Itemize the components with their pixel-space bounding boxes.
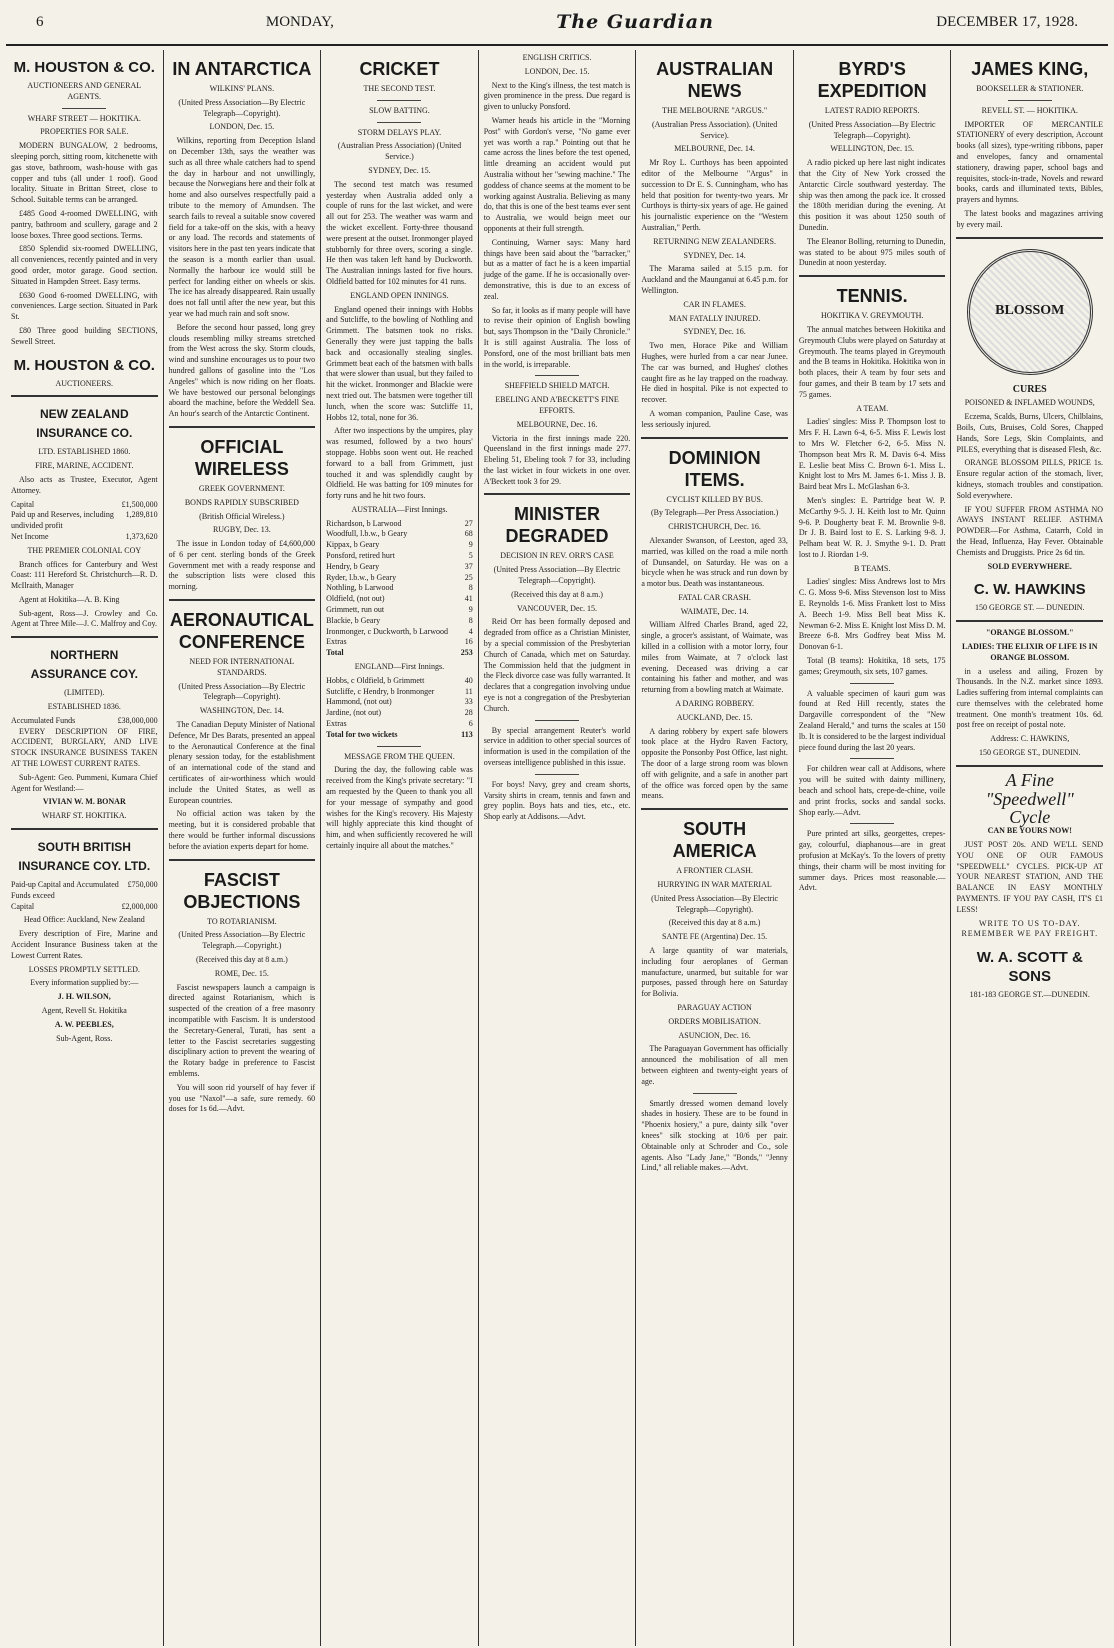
headline: CRICKET xyxy=(359,59,440,79)
dateline: ASUNCION, Dec. 16. xyxy=(678,1030,751,1040)
column-7 xyxy=(951,50,1108,1646)
source-line: (United Press Association—By Electric Telegraph—Copyright). xyxy=(808,119,936,140)
script-heading: Cycle xyxy=(1009,807,1051,828)
dateline: SYDNEY, Dec. 15. xyxy=(368,165,431,175)
subheading: ESTABLISHED 1836. xyxy=(47,702,121,712)
dateline: VANCOUVER, Dec. 15. xyxy=(516,603,598,613)
agent-name: Address: C. HAWKINS, xyxy=(990,734,1070,744)
article-text: The issue in London today of £4,600,000 of 6 per cent. sterling bonds of the Greek Government met with a ready response and the subscription lists were closed this morning. xyxy=(168,539,316,592)
day: MONDAY, xyxy=(265,13,334,30)
dateline: RUGBY, Dec. 13. xyxy=(212,525,271,535)
kicker: SLOW BATTING. xyxy=(369,105,430,115)
advert-text: ORANGE BLOSSOM PILLS, PRICE 1s. Ensure regular action of the stomach, liver, kidneys, stomach troubles and constipation. Sold everywhere. xyxy=(956,458,1104,500)
headline: JAMES KING, xyxy=(971,59,1089,79)
score-row: Oldfield, (not out) 41 xyxy=(326,594,473,604)
headline: IN ANTARCTICA xyxy=(172,59,312,79)
received-line: (Received this day at 8 a.m.) xyxy=(511,589,603,599)
article-text: A radio picked up here last night indicates that the City of New York crossed the Antarctic Circle southward yesterday. The ship was then among the pack ice. It crossed the 180th meridian during the evening. At this position it was about 1250 south of Dunedin. xyxy=(798,158,946,232)
score-row: Jardine, (not out) 28 xyxy=(326,708,473,718)
article-text: Wilkins, reporting from Deception Island on December 13th, says the weather was such as all three whale catchers had to spend the day in harbour and not unwillingly, because the Norwegians here and their folk at home and also ourselves respectfully paid a tribute to the memory of Amundsen. The search fails to reveal a suitable snow covered field for a take-off on the skis, with a heavy or any load. The records and statements of visitors here in the past ten years indicate that the season is a month earlier than usual. Normally the harbour ice would still be perfect for landing either on wheels or skis. The ice has already disappeared. Rain usually does not fall until after the new year, but this year we had much rain and soft snow. xyxy=(168,136,316,318)
kicker: PARAGUAY ACTION xyxy=(677,1003,752,1012)
article-text: Victoria in the first innings made 220. Queensland in the first innings made 277. Ebeling 51, Ebeling took 7 for 33, including the last wicket in four wickets in one over. A'Beckett took 3 for 29. xyxy=(483,433,631,486)
headline: M. HOUSTON & CO. xyxy=(13,356,155,374)
ad-text: MODERN BUNGALOW, 2 bedrooms, sleeping porch, sitting room, kitchenette with gas stove, bathroom, wash-house with gas copper and tubs (all under 1 roof). Good locality. Situate in Brittan Street, close to School. Suitable terms can be arranged. xyxy=(11,141,158,205)
kicker: ENGLAND—First Innings. xyxy=(354,662,445,672)
article-text: Two men, Horace Pike and William Hughes, were hurled from a car near Junee. The car was burned, and Hughes' clothes caught fire as he lay trapped on the roadway. He died in hospital. Pike is not expected to recover. xyxy=(641,341,788,405)
subheading: CAN BE YOURS NOW! xyxy=(987,826,1072,836)
article-text: A large quantity of war materials, including four aeroplanes of German manufacture, unarmed, but suitable for war purposes, passed through here on Saturday for Bolivia. xyxy=(641,946,788,999)
kicker: B TEAMS. xyxy=(854,563,891,573)
subheading: SOLD EVERYWHERE. xyxy=(987,561,1072,571)
article-text: The Marama sailed at 5.15 p.m. for Auckland and the Maunganui at 6.45 p.m. for Wellington. xyxy=(641,264,788,295)
article-text: England opened their innings with Hobbs and Sutcliffe, to the bowling of Nothling and Grimmett. The batsmen took no risks. Generally they were just tapping the balls back and occasionally stealing singles. Grimmett beat each of the batsmen with balls that were slower than usual, but they failed to hit the wicket. Ironmonger and Blackie were next tried out. The batsmen were together till lunch, when the score was: Sutcliffe 11, Hobbs 12, total, none for 36. xyxy=(326,304,473,422)
advert-text: Pure printed art silks, georgettes, crepes-gay, colourful, diaphanous—are in great profusion at McKay's. To the lovers of pretty things, their charm will be most inviting for summer days. Prices most reasonable.—Advt. xyxy=(798,829,946,893)
address: REVELL ST. — HOKITIKA. xyxy=(981,105,1078,115)
ad-text: £630 Good 6-roomed DWELLING, with conveniences. Large section. Situated in Park St. xyxy=(11,290,158,322)
stat-row: Paid up and Reserves, including undivided profit 1,289,810 xyxy=(11,510,158,531)
article-text: Reid Orr has been formally deposed and degraded from office as a Christian Minister, by a special commission of the Presbyterian Church of Canada, which met on Saturday. The Commission held that the judgment in the Fleck divorce case was fully warranted. It declares that a congregation involving undue eye is not a congregation of the Presbyterian Church. xyxy=(483,617,631,713)
article-text: So far, it looks as if many people will have to revise their opinion of English bowling but, says Thompson in the "Daily Chronicle." It is still against Australia. The loss of Ponsford, one of the most brilliant bats men in the world, is irreparable. xyxy=(483,305,631,369)
body-text: Agent at Hokitika—A. B. King xyxy=(19,594,120,604)
date: DECEMBER 17, 1928. xyxy=(936,13,1078,30)
article-text: Ladies' singles: Miss Andrews lost to Mrs C. G. Moss 9-6. Miss Stevenson lost to Miss E. Reynolds 1-6. Miss Frankett lost to Miss A. Beech 1-9. Miss Bell beat Miss K. Newman 6-2. Miss E. Knight lost Miss D. M. Breeze 6-8. Mrs Godfrey beat Miss M. Donovan 6-1. xyxy=(798,577,946,652)
headline: DOMINION ITEMS. xyxy=(668,447,761,490)
article-text: Warner heads his article in the "Morning Post" with Gordon's verse, "No game ever yet was worth a rap." Pointing out that he came across the lines before the test opened, little dreaming an accident would put Australia without her "sewing machine." The goddess of chance seems at the moment to be working against Australia. Believing as many do, that this is one of the best teams ever sent to Australia, we would beign meet our opponents at their full strength. xyxy=(483,115,631,233)
subheading: LOSSES PROMPTLY SETTLED. xyxy=(28,964,140,974)
headline: MINISTER DEGRADED xyxy=(505,504,609,547)
kicker: AUSTRALIA—First Innings. xyxy=(351,504,448,514)
dateline: MELBOURNE, Dec. 14. xyxy=(674,144,755,154)
advert-text: Eczema, Scalds, Burns, Ulcers, Chilblains, Boils, Cuts, Bruises, Cold Sores, Chapped Hands, Sore Legs, Skin Complaints, and PILES, everything that is diseased Flesh, &c. xyxy=(956,412,1104,454)
ad-text: £485 Good 4-roomed DWELLING, with pantry, bathroom and scullery, garage and 2 loose boxes. Three good sections. Terms. xyxy=(11,208,158,240)
article-text: Alexander Swanson, of Leeston, aged 33, married, was killed on the road a mile north of Dunsandel, on Saturday. He was on a bicycle when he was struck and run down by a motor bus. Death was instantaneous. xyxy=(641,535,788,589)
column-4 xyxy=(479,50,637,1646)
column-2 xyxy=(164,50,322,1646)
source-line: (By Telegraph—Per Press Association.) xyxy=(650,508,779,518)
article-text: A daring robbery by expert safe blowers took place at the Hydro Raven Factory, opposite the Ponsonby Post Office, last night. The door of a large strong room was blown off with gelignite, and a safe in another part of the office was forced open by the same means. xyxy=(641,726,788,801)
agent-name: J. H. WILSON, xyxy=(57,992,111,1002)
dateline: MELBOURNE, Dec. 16. xyxy=(516,419,598,429)
headline: AUSTRALIAN NEWS xyxy=(656,59,774,101)
source-line: (United Press Association—By Electric Telegraph—Copyright). xyxy=(493,565,621,586)
kicker: A TEAM. xyxy=(856,403,889,413)
kicker: A DARING ROBBERY. xyxy=(675,699,754,709)
subheading: BOOKSELLER & STATIONER. xyxy=(976,84,1084,93)
blossom-seal: BLOSSOM xyxy=(967,249,1093,375)
advert-text: Smartly dressed women demand lovely shades in hosiery. These are to be found in "Phoenix hosiery," a pure, dainty silk "over knees" silk stocking at 10/6 per pair. Obtainable only at Schroder and Co., sole agents. Also "Lady Jane," "Bonds," "Jenny Lind," all reliable makes.—Advt. xyxy=(641,1098,788,1173)
column-5 xyxy=(636,50,794,1646)
kicker: STORM DELAYS PLAY. xyxy=(357,127,442,137)
article-text: No official action was taken by the meeting, but it is considered probable that there would be further informal discussions before the aviation experts depart for home. xyxy=(168,809,316,851)
article-text: After two inspections by the umpires, play was resumed, followed by a two hours' stoppage. Hobbs soon went out. He reached forward to a ball from Grimmett, just touched it and was splendidly caught by Oldfield. He was batting for 109 minutes for forty runs and he hit two fours. xyxy=(326,426,473,501)
kicker: MESSAGE FROM THE QUEEN. xyxy=(344,751,455,761)
stat-row: Capital £1,500,000 xyxy=(11,499,158,509)
address: WHARF ST. HOKITIKA. xyxy=(41,811,127,821)
headline: BYRD'S EXPEDITION xyxy=(817,59,927,101)
score-row: Ironmonger, c Duckworth, b Larwood 4 xyxy=(326,626,473,636)
kicker: MAN FATALLY INJURED. xyxy=(668,313,761,323)
stat-row: Paid-up Capital and Accumulated Funds exceed £750,000 xyxy=(11,880,158,900)
kicker: ENGLAND OPEN INNINGS. xyxy=(350,290,449,300)
script-heading: "Speedwell" xyxy=(985,788,1074,809)
article-text: Total (B teams): Hokitika, 18 sets, 175 games; Greymouth, six sets, 107 games. xyxy=(798,656,946,676)
kicker: HURRYING IN WAR MATERIAL xyxy=(657,880,772,890)
source-line: (United Press Association—By Electric Telegraph—Copyright). xyxy=(178,97,306,118)
subheading: POISONED & INFLAMED WOUNDS, xyxy=(964,398,1095,408)
score-row: Kippax, b Geary 9 xyxy=(326,540,473,550)
score-row: Extras 6 xyxy=(326,719,473,729)
address: 150 GEORGE ST. — DUNEDIN. xyxy=(974,603,1085,613)
subheading: PROPERTIES FOR SALE. xyxy=(40,127,129,137)
score-row: Ponsford, retired hurt 5 xyxy=(326,551,473,561)
subheading: AUCTIONEERS. xyxy=(55,378,114,388)
dateline: SYDNEY, Dec. 16. xyxy=(683,327,746,337)
subheading: WRITE TO US TO-DAY. REMEMBER WE PAY FREIGHT. xyxy=(961,918,1099,939)
dateline: ROME, Dec. 15. xyxy=(214,968,269,978)
paper-title: The Guardian xyxy=(556,11,714,33)
score-row: Grimmett, run out 9 xyxy=(326,605,473,615)
advert-text: For children wear call at Addisons, where you will be suited with dainty millinery, beach and school hats, crepe-de-chine, voile and print frocks, socks and sandal socks. Shop early.—Advt. xyxy=(798,764,946,817)
score-total: Total for two wickets 113 xyxy=(326,729,473,739)
advert-text: IF YOU SUFFER FROM ASTHMA NO AWAYS INSTANT RELIEF. ASTHMA POWDER—For Asthma, Catarrh, Cold in the Head, Influenza, Hay Fever. Obtainable Chemists and Druggists. Price 2s 6d tin. xyxy=(956,504,1104,557)
dateline: LONDON, Dec. 15. xyxy=(524,66,590,76)
score-row: Blackie, b Geary 8 xyxy=(326,615,473,625)
subheading: THE PREMIER COLONIAL COY xyxy=(27,545,142,555)
address: WHARF STREET — HOKITIKA. xyxy=(27,113,141,123)
score-row: Hendry, b Geary 37 xyxy=(326,561,473,571)
dateline: WELLINGTON, Dec. 15. xyxy=(830,144,914,154)
dateline: SANTE FE (Argentina) Dec. 15. xyxy=(662,932,768,942)
article-text: The Canadian Deputy Minister of National Defence, Mr Des Barats, presented an appeal to the Aeronautical Conference at the final plenary session today, for the establishment of an international code of the stand and certificates of air-worthiness which would include the United States, as well as European countries. xyxy=(168,720,316,805)
kicker: SHEFFIELD SHIELD MATCH. xyxy=(504,381,610,391)
address: Sub-Agent, Ross. xyxy=(56,1033,113,1043)
kicker: ORDERS MOBILISATION. xyxy=(668,1016,761,1026)
article-text: Men's singles: E. Partridge beat W. P. McCarthy 9-5. J. H. Keith lost to Mr. Quinn 9-6. P. Dougherty beat F. M. Brownlie 9-8. Dr J. B. Baird lost to E. S. Larking 9-8. J. Pelham beat W. R. J. Smythe 9-1. D. Pratt lost to J. Riordan 1-9. xyxy=(798,495,946,559)
article-text: The annual matches between Hokitika and Greymouth Clubs were played on Saturday at Greymouth. The teams played in Greymouth and the B teams in Hokitika. Hokitika won in both places, their A team by four sets and four games, and their B team by 17 sets and 75 games. xyxy=(798,324,946,399)
kicker: EBELING AND A'BECKETT'S FINE EFFORTS. xyxy=(495,395,619,415)
ad-text: £850 Splendid six-roomed DWELLING, all conveniences, recently painted and in very good order, motor garage. Good section. Situated in Hampden Street. Easy terms. xyxy=(11,244,158,286)
columns xyxy=(6,50,1108,1646)
score-row: Extras 16 xyxy=(326,637,473,647)
received-line: (Received this day at 8 a.m.) xyxy=(668,918,761,928)
body-text: Branch offices for Canterbury and West Coast: 111 Hereford St. Christchurch—R. D. McIlraith, Manager xyxy=(11,559,158,591)
ad-text: £80 Three good building SECTIONS, Sewell Street. xyxy=(11,325,158,346)
subheading: LTD. ESTABLISHED 1860. xyxy=(38,447,131,457)
article-text: The Eleanor Bolling, returning to Dunedin, was stated to be about 975 miles south of Dunedin at noon yesterday. xyxy=(798,236,946,268)
kicker: RETURNING NEW ZEALANDERS. xyxy=(653,236,776,246)
body-text: Every description of Fire, Marine and Accident Insurance Business taken at the Lowest Current Rates. xyxy=(11,929,158,960)
article-text: A valuable specimen of kauri gum was found at Red Hill recently, states the Dargaville correspondent of the "New Zealand Herald," and turns the scales at 150 lb. It is considered to be the largest individual piece found during the last 20 years. xyxy=(798,688,946,752)
source-line: (United Press Association—By Electric Telegraph.—Copyright.) xyxy=(178,930,306,951)
headline: SOUTH AMERICA xyxy=(672,819,757,862)
address: Agent, Revell St. Hokitika xyxy=(41,1006,127,1016)
article-text: The Paraguayan Government has officially announced the mobilisation of all men between eighteen and twenty-eight years of age. xyxy=(641,1044,788,1086)
dateline: SYDNEY, Dec. 14. xyxy=(683,250,746,260)
headline: NORTHERN ASSURANCE COY. xyxy=(30,648,138,682)
source-line: (British Official Wireless.) xyxy=(199,511,285,521)
subheading: FIRE, MARINE, ACCIDENT. xyxy=(35,461,134,471)
headline: SOUTH BRITISH INSURANCE COY. LTD. xyxy=(18,840,151,874)
address: 150 GEORGE ST., DUNEDIN. xyxy=(978,748,1081,758)
subheading: (LIMITED). xyxy=(64,688,105,698)
headline: C. W. HAWKINS xyxy=(973,581,1086,599)
article-text: William Alfred Charles Brand, aged 22, single, a grocer's assistant, of Waimate, was killed in a collision with a motor lorry, four miles from Waimate, at 7 o'clock last evening. Deceased was driving a car containing his father and mother, and was returning from a bowling match at Waimate. xyxy=(641,620,788,695)
dateline: WAIMATE, Dec. 14. xyxy=(680,606,749,616)
stat-row: Net Income 1,373,620 xyxy=(11,531,158,541)
script-heading: A Fine xyxy=(1005,769,1054,790)
headline: NEW ZEALAND INSURANCE CO. xyxy=(36,407,133,441)
article-text: During the day, the following cable was received from the King's private secretary: "I am requested by the Queen to thank you all for your message of sympathy and good wishes for the King's recovery. His Majesty will highly appreciate this kind thought of him, and when sufficiently recovered he will certainly inquire all about the matches." xyxy=(326,765,473,850)
kicker: THE MELBOURNE "ARGUS." xyxy=(662,106,768,115)
advert-text: For boys! Navy, grey and cream shorts, Varsity shirts in cream, tennis and fawn and grey poplin. Boys hats and ties, etc., etc. Shop early at Addisons.—Advt. xyxy=(483,779,631,822)
subheading: "ORANGE BLOSSOM." xyxy=(985,628,1074,638)
subheading: Every information supplied by:— xyxy=(30,978,139,988)
article-text: Next to the King's illness, the test match is given prominence in the press. Due regard is given to unlucky Ponsford. xyxy=(483,80,631,112)
body-text: Sub-agent, Ross—J. Crowley and Co. Agent at Three Mile—J. C. Malfroy and Coy. xyxy=(11,608,158,629)
article-text: A woman companion, Pauline Case, was less seriously injured. xyxy=(641,408,788,429)
body-text: EVERY DESCRIPTION OF FIRE, ACCIDENT, BURGLARY, AND LIVE STOCK INSURANCE BUSINESS TAKEN AT THE LOWEST CURRENT RATES. xyxy=(11,726,158,769)
column-6 xyxy=(794,50,952,1646)
score-row: Woodfull, l.b.w., b Geary 68 xyxy=(326,529,473,539)
headline: FASCIST OBJECTIONS xyxy=(183,869,301,912)
score-row: Nothling, b Larwood 8 xyxy=(326,583,473,593)
dateline: AUCKLAND, Dec. 15. xyxy=(676,712,753,722)
article-text: The second test match was resumed yesterday when Australia added only a couple of runs for the last wicket, and were all out for 253. The weather was warm and the wicket excellent. Forty-three thousand were present at the outset. Ironmonger played stubbornly for three overs, scoring a single. He then was taken left hand by Duckworth. The Australian innings lasted for five hours. Oldfield batted for 102 minutes for 41 runs. xyxy=(326,179,473,286)
advert-text: in a useless and ailing, Frozen by Thousands. In the N.Z. market since 1893. Ladies suffering from internal complaints can cure themselves with the celebrated home treatment. One month's treatment 10s. 6d. post free on receipt of postal note. xyxy=(956,666,1104,730)
received-line: (Received this day at 8 a.m.) xyxy=(195,955,288,965)
score-row: Hobbs, c Oldfield, b Grimmett 40 xyxy=(326,675,473,685)
column-3 xyxy=(321,50,479,1646)
subheading: Head Office: Auckland, New Zealand xyxy=(23,915,145,925)
source-line: (Australian Press Association) (United Service.) xyxy=(337,141,462,162)
scorecard-australia xyxy=(326,519,473,659)
score-row: Richardson, b Larwood 27 xyxy=(326,518,473,528)
agent-name: VIVIAN W. M. BONAR xyxy=(42,797,126,807)
headline: OFFICIAL WIRELESS xyxy=(194,436,289,479)
masthead xyxy=(6,0,1108,46)
kicker: ENGLISH CRITICS. xyxy=(522,53,592,62)
advert-text: IMPORTER OF MERCANTILE STATIONERY of every description, Account books (all sizes), type-writing ribbons, paper and envelopes, fancy and ornamental stationery, drawing paper, school bags and requisites, stock-in-trade, Novels and reward books, cards and illuminated texts, Bibles, prayers and hymns. xyxy=(956,119,1104,205)
score-row: Sutcliffe, c Hendry, b Ironmonger 11 xyxy=(326,686,473,696)
dateline: LONDON, Dec. 15. xyxy=(209,122,275,132)
score-total: Total 253 xyxy=(326,648,473,658)
dateline: CHRISTCHURCH, Dec. 16. xyxy=(668,522,761,532)
article-text: Before the second hour passed, long grey clouds resembling milky streams stretched from the West across the sky. Storm clouds, wind and sunshine encourages us to pour two hundred gallons of gasoline into the "Los Angeles" which is now riding on her floats. We have bestowed our personal belongings aboard the machine, before the Weddell Sea. An hour's search of the Antarctic Continent. xyxy=(168,322,316,419)
kicker: GREEK GOVERNMENT. xyxy=(198,483,285,493)
score-row: Ryder, l.b.w., b Geary 25 xyxy=(326,572,473,582)
address: 181-183 GEORGE ST.—DUNEDIN. xyxy=(969,990,1090,1000)
scorecard-england xyxy=(326,676,473,741)
kicker: DECISION IN REV. ORR'S CASE xyxy=(500,551,614,561)
advert-text: JUST POST 20s. AND WE'LL SEND YOU ONE OF OUR FAMOUS "SPEEDWELL" CYCLES. PICK-UP AT YOUR NEAREST STATION, AND THE BALANCE IN EASY MONTHLY PAYMENTS. IF YOU PAY CASH, IT'S £1 LESS! xyxy=(956,840,1104,914)
advert-text: The latest books and magazines arriving by every mail. xyxy=(956,208,1104,229)
headline: M. HOUSTON & CO. xyxy=(13,59,155,76)
subheading: CURES xyxy=(1012,383,1047,395)
dateline: WASHINGTON, Dec. 14. xyxy=(199,706,284,716)
source-line: (Australian Press Association). (United Service). xyxy=(651,119,778,140)
kicker: FATAL CAR CRASH. xyxy=(678,592,751,602)
page-number: 6 xyxy=(36,13,44,30)
stat-row: Accumulated Funds £38,000,000 xyxy=(11,715,158,725)
source-line: (United Press Association—By Electric Telegraph—Copyright). xyxy=(651,893,779,914)
article-text: Mr Roy L. Curthoys has been appointed editor of the Melbourne "Argus" in succession to Dr E. S. Cunningham, who has held that position for twenty-two years. Mr Curthoys is thirty-six years of age. He gained his journalistic experience on the "Western Australian," Perth. xyxy=(641,158,788,232)
kicker: TO ROTARIANISM. xyxy=(207,916,277,926)
agent-name: A. W. PEEBLES, xyxy=(54,1019,114,1029)
article-text: Ladies' singles: Miss P. Thompson lost to Mrs F. H. Lawn 6-4, 6-5. Miss F. Lewis lost to Mrs W. Fletcher 6-2, 6-5. Miss N. Thompson beat Mrs R. M. Davis 6-4. Miss E. Leslie beat Miss C. Brown 6-1. Miss L. Knight lost to Mrs M. James 6-1. Miss J. B. Baird beat Mrs L. McGlashan 6-3. xyxy=(798,417,946,492)
source-line: (United Press Association—By Electric Telegraph—Copyright). xyxy=(178,681,306,702)
subheading: LADIES: THE ELIXIR OF LIFE IS IN ORANGE BLOSSOM. xyxy=(961,641,1098,662)
kicker: NEED FOR INTERNATIONAL STANDARDS. xyxy=(189,657,295,677)
advert-text: You will soon rid yourself of hay fever if you use "Naxol"—a safe, sure remedy. 60 doses for 1s 6d.—Advt. xyxy=(168,1082,316,1114)
kicker: THE SECOND TEST. xyxy=(363,84,436,93)
headline: TENNIS. xyxy=(836,286,908,307)
article-text: By special arrangement Reuter's world service in addition to other special sources of information is used in the compilation of the overseas intelligence published in this issue. xyxy=(483,725,631,768)
kicker: CYCLIST KILLED BY BUS. xyxy=(666,494,763,504)
kicker: CAR IN FLAMES. xyxy=(683,299,746,309)
stat-row: Capital £2,000,000 xyxy=(11,901,158,911)
kicker: BONDS RAPIDLY SUBSCRIBED xyxy=(184,497,299,507)
column-1 xyxy=(6,50,164,1646)
body-text: Also acts as Trustee, Executor, Agent Attorney. xyxy=(11,474,158,495)
score-row: Hammond, (not out) 33 xyxy=(326,697,473,707)
kicker: A FRONTIER CLASH. xyxy=(676,866,753,876)
kicker: LATEST RADIO REPORTS. xyxy=(824,106,920,115)
article-text: Continuing, Warner says: Many hard things have been said about the "barracker," but as a matter of fact he is a keen impartial judge of the game. If he is occasionally over-demonstrative, this is due to an excess of zeal. xyxy=(483,237,631,301)
kicker: WILKINS' PLANS. xyxy=(209,84,275,93)
body-text: Sub-Agent: Geo. Pummeni, Kumara Chief Agent for Westland:— xyxy=(11,772,158,793)
kicker: HOKITIKA V. GREYMOUTH. xyxy=(820,311,924,321)
headline: W. A. SCOTT & SONS xyxy=(976,949,1083,986)
subheading: AUCTIONEERS AND GENERAL AGENTS. xyxy=(27,81,142,101)
headline: AERONAUTICAL CONFERENCE xyxy=(169,610,314,653)
article-text: Fascist newspapers launch a campaign is directed against Rotarianism, which is suspected of the creation of a free masonry incompatible with Fascism. It is understood the Secretary-General, Turati, has sent a letter to the Fascist secretaries suggesting disciplinary action to prevent the wearing of the Rotary badge in preference to Fascist emblems. xyxy=(168,982,316,1078)
